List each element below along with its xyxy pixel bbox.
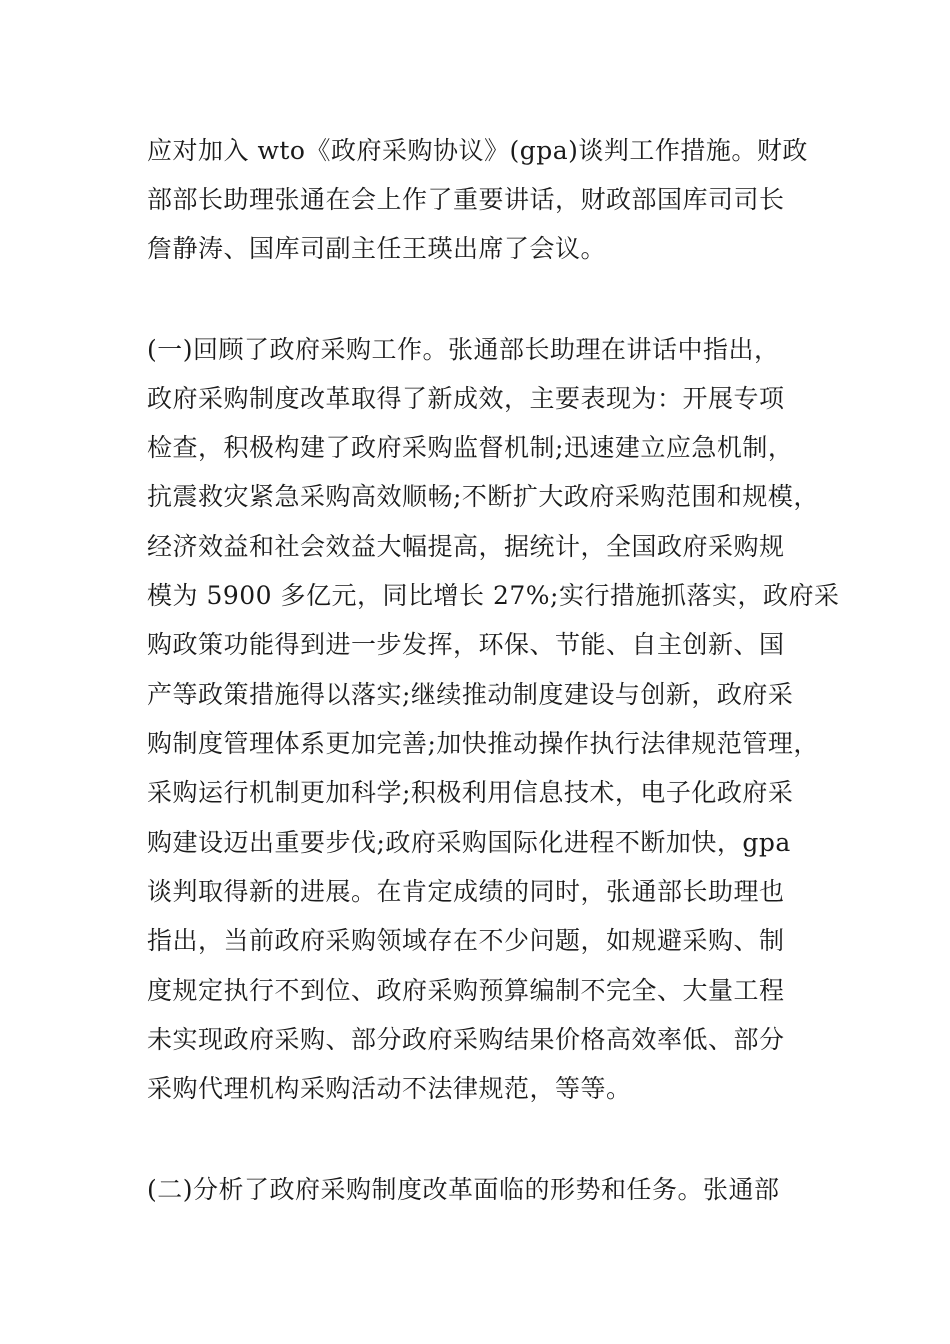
paragraph-2-line-3: 检查，积极构建了政府采购监督机制;迅速建立应急机制， [147, 433, 794, 462]
paragraph-3-line-1: (二)分析了政府采购制度改革面临的形势和任务。张通部 [147, 1175, 780, 1204]
paragraph-1-line-2: 部部长助理张通在会上作了重要讲话，财政部国库司司长 [147, 185, 785, 214]
paragraph-2-line-12: 谈判取得新的进展。在肯定成绩的同时，张通部长助理也 [147, 877, 785, 906]
paragraph-1-line-1: 应对加入 wto《政府采购协议》(gpa)谈判工作措施。财政 [147, 136, 808, 165]
paragraph-2-line-9: 购制度管理体系更加完善;加快推动操作执行法律规范管理， [147, 729, 819, 758]
paragraph-2-line-11: 购建设迈出重要步伐;政府采购国际化进程不断加快，gpa [147, 828, 791, 857]
paragraph-2-line-2: 政府采购制度改革取得了新成效，主要表现为：开展专项 [147, 384, 785, 413]
paragraph-2-line-5: 经济效益和社会效益大幅提高，据统计，全国政府采购规 [147, 532, 785, 561]
paragraph-2-line-8: 产等政策措施得以落实;继续推动制度建设与创新，政府采 [147, 680, 794, 709]
paragraph-2-line-4: 抗震救灾紧急采购高效顺畅;不断扩大政府采购范围和规模， [147, 482, 819, 511]
paragraph-2-line-10: 采购运行机制更加科学;积极利用信息技术，电子化政府采 [147, 778, 794, 807]
paragraph-2-line-1: (一)回顾了政府采购工作。张通部长助理在讲话中指出， [147, 335, 780, 364]
paragraph-2-line-15: 未实现政府采购、部分政府采购结果价格高效率低、部分 [147, 1025, 785, 1054]
paragraph-1-line-3: 詹静涛、国库司副主任王瑛出席了会议。 [147, 234, 607, 263]
paragraph-2-line-14: 度规定执行不到位、政府采购预算编制不完全、大量工程 [147, 976, 785, 1005]
paragraph-2-line-7: 购政策功能得到进一步发挥，环保、节能、自主创新、国 [147, 630, 785, 659]
paragraph-2-line-13: 指出，当前政府采购领域存在不少问题，如规避采购、制 [147, 926, 785, 955]
paragraph-2-line-16: 采购代理机构采购活动不法律规范，等等。 [147, 1074, 632, 1103]
paragraph-2-line-6: 模为 5900 多亿元，同比增长 27%;实行措施抓落实，政府采 [147, 581, 840, 610]
